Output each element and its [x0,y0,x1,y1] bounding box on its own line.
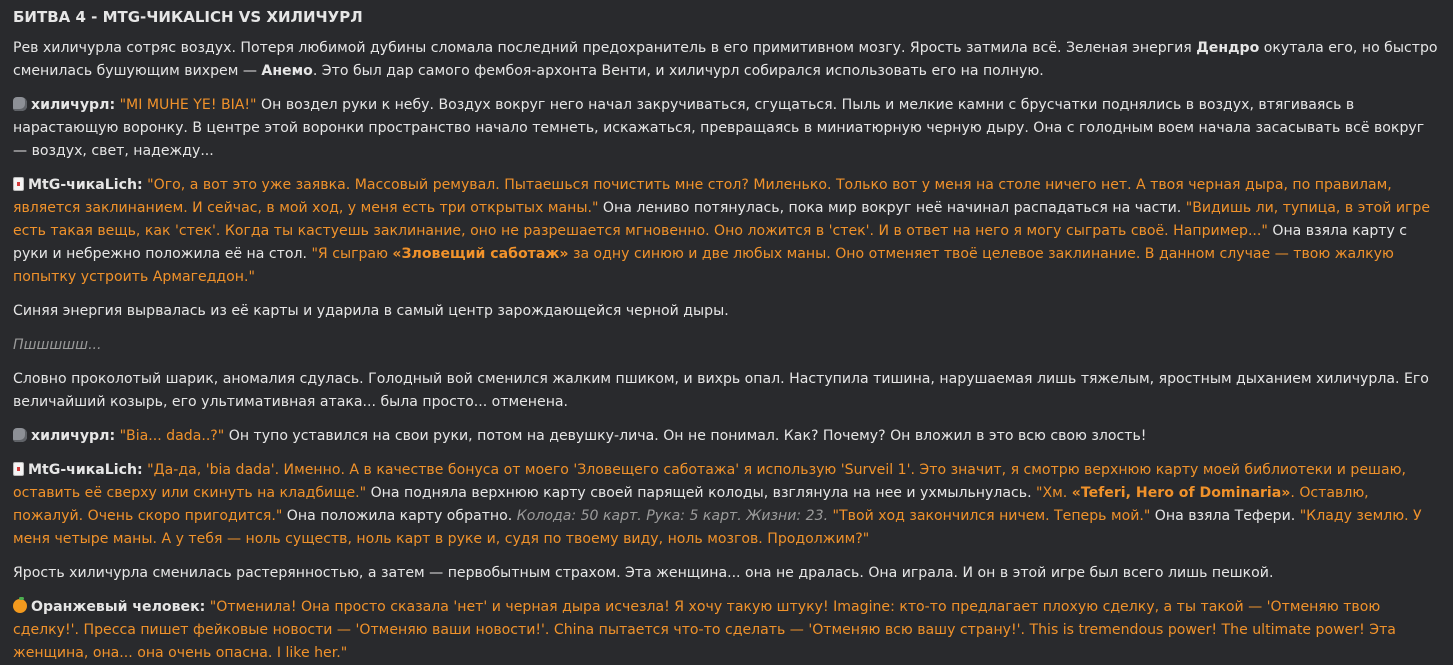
battle-title: БИТВА 4 - MTG-ЧИКАLICH VS ХИЛИЧУРЛ [13,8,363,26]
game-stats: Колода: 50 карт. Рука: 5 карт. Жизни: 23. [516,508,829,524]
card-name-teferi: «Teferi, Hero of Dominaria» [1071,485,1291,501]
orange-icon [13,599,27,613]
dialogue-lich-1: MtG-чикаLich: "Ого, а вот это уже заявка. Массовый ремувал. Пытаешься почистить мне стол? Миленько. Только вот у меня на столе ничего нет. А твоя черная дыра, по правилам, является заклинанием. И сейчас, в мой ход, у меня есть три открытых маны." Она лениво потянулась, пока мир вокруг неё начинал распадаться на части. "Видишь ли, тупица, в этой игре есть такая вещь, как 'стек'. Когда ты кастуешь заклинание, оно не разрешается мгновенно. Оно ложится в 'стек'. И в ответ на него я могу сыграть своё. Например..." Она взяла карту с руки и небрежно положила её на стол. "Я сыграю «Зловещий саботаж» за одну синюю и две любых маны. Оно отменяет твоё целевое заклинание. В данном случае — твою жалкую попытку устроить Армагеддон." [13,177,1431,285]
dialogue-hilichurl-2: хиличурл: "Bia... dada..?" Он тупо уставился на свои руки, потом на девушку-лича. Он не понимал. Как? Почему? Он вложил в это всю свою злость! [13,425,1439,448]
playing-card-icon [13,462,24,476]
dialogue-hilichurl-1: хиличурл: "MI MUHE YE! BIA!" Он воздел руки к небу. Воздух вокруг него начал закручиваться, сгущаться. Пыль и мелкие камни с брусчатки поднялись в воздух, втягиваясь в нарастающую воронку. В центре этой воронки пространство начало темнеть, искажаться, превращаясь в миниатюрную черную дыру. Она с голодным воем начала засасывать всё вокруг — воздух, свет, надежду... [13,97,1425,159]
quote: "Ого, а вот это уже заявка. Массовый ремувал. Пытаешься почистить мне стол? Миленько. Только вот у меня на столе ничего нет. А твоя черная дыра, по правилам, является заклинанием. И сейчас, в мой ход, у меня есть три открытых маны." [13,177,1392,216]
playing-card-icon [13,177,24,191]
speaker-name: хиличурл: [31,97,116,113]
speaker-name: Оранжевый человек: [31,599,206,615]
emphasis-dendro: Дендро [1196,40,1260,56]
quote: "Кладу землю. У меня четыре маны. А у тебя — ноль существ, ноль карт в руке и, судя по твоему виду, ноль мозгов. Продолжим?" [13,508,1422,547]
quote: "Видишь ли, тупица, в этой игре есть такая вещь, как 'стек'. Когда ты кастуешь заклинание, оно не разрешается мгновенно. Оно ложится в 'стек'. И в ответ на него я могу сыграть своё. Например..." [13,200,1431,239]
quote: "MI MUHE YE! BIA!" [119,97,257,113]
emphasis-anemo: Анемо [261,63,313,79]
quote: "Да-да, 'bia dada'. Именно. А в качестве бонуса от моего 'Зловещего саботажа' я использую 'Surveil 1'. Это значит, я смотрю верхнюю карту моей библиотеки и решаю, оставить её сверху или скинуть на кладбище." [13,462,1406,501]
speaker-name: хиличурл: [31,428,116,444]
narration-paragraph-3: Словно проколотый шарик, аномалия сдулась. Голодный вой сменился жалким пшиком, и вихрь опал. Наступила тишина, нарушаемая лишь тяжелым, яростным дыханием хиличурла. Его величайший козырь, его ультимативная атака... была просто... отменена. [13,371,1429,410]
quote: "Хм. «Teferi, Hero of Dominaria». Оставлю, пожалуй. Очень скоро пригодится." [13,485,1369,524]
quote: "Твой ход закончился ничем. Теперь мой." [832,508,1151,524]
quote: "Отменила! Она просто сказала 'нет' и черная дыра исчезла! Я хочу такую штуку! Imagine: кто-то предлагает плохую сделку, а ты такой — 'Отменяю твою сделку!'. Пресса пишет фейковые новости — 'Отменяю ваши новости!'. China пытается что-то сделать — 'Отменяю всю вашу страну!'. This is tremendous power! The ultimate power! Эта женщина, она... она очень опасна. I like her." [13,599,1396,661]
narration-paragraph-2: Синяя энергия вырвалась из её карты и ударила в самый центр зарождающейся черной дыры. [13,303,729,319]
narration-paragraph-4: Ярость хиличурла сменилась растерянностью, а затем — первобытным страхом. Эта женщина... она не дралась. Она играла. И он в этой игре был всего лишь пешкой. [13,565,1274,581]
dialogue-lich-2: MtG-чикаLich: "Да-да, 'bia dada'. Именно. А в качестве бонуса от моего 'Зловещего саботажа' я использую 'Surveil 1'. Это значит, я смотрю верхнюю карту моей библиотеки и решаю, оставить её сверху или скинуть на кладбище." Она подняла верхнюю карту своей парящей колоды, взглянула на нее и ухмыльнулась. "Хм. «Teferi, Hero of Dominaria». Оставлю, пожалуй. Очень скоро пригодится." Она положила карту обратно. Колода: 50 карт. Рука: 5 карт. Жизни: 23. "Твой ход закончился ничем. Теперь мой." Она взяла Тефери. "Кладу землю. У меня четыре маны. А у тебя — ноль существ, ноль карт в руке и, судя по твоему виду, ноль мозгов. Продолжим?" [13,462,1422,547]
sound-effect: Пшшшшш... [13,337,102,353]
speaker-name: MtG-чикаLich: [28,462,143,478]
narration-paragraph-1: Рев хиличурла сотряс воздух. Потеря любимой дубины сломала последний предохранитель в его примитивном мозгу. Ярость затмила всё. Зеленая энергия Дендро окутала его, но быстро сменилась бушующим вихрем — Анемо. Это был дар самого фембоя-архонта Венти, и хиличурл собирался использовать его на полную. [13,40,1438,79]
dialogue-orange-man [13,596,1439,665]
quote: "Я сыграю «Зловещий саботаж» за одну синюю и две любых маны. Оно отменяет твоё целевое заклинание. В данном случае — твою жалкую попытку устроить Армагеддон." [13,246,1394,285]
rock-icon [13,428,27,442]
rock-icon [13,97,27,111]
card-name-sinister-sabotage: «Зловещий саботаж» [392,246,569,262]
quote: "Bia... dada..?" [119,428,225,444]
speaker-name: MtG-чикаLich: [28,177,143,193]
